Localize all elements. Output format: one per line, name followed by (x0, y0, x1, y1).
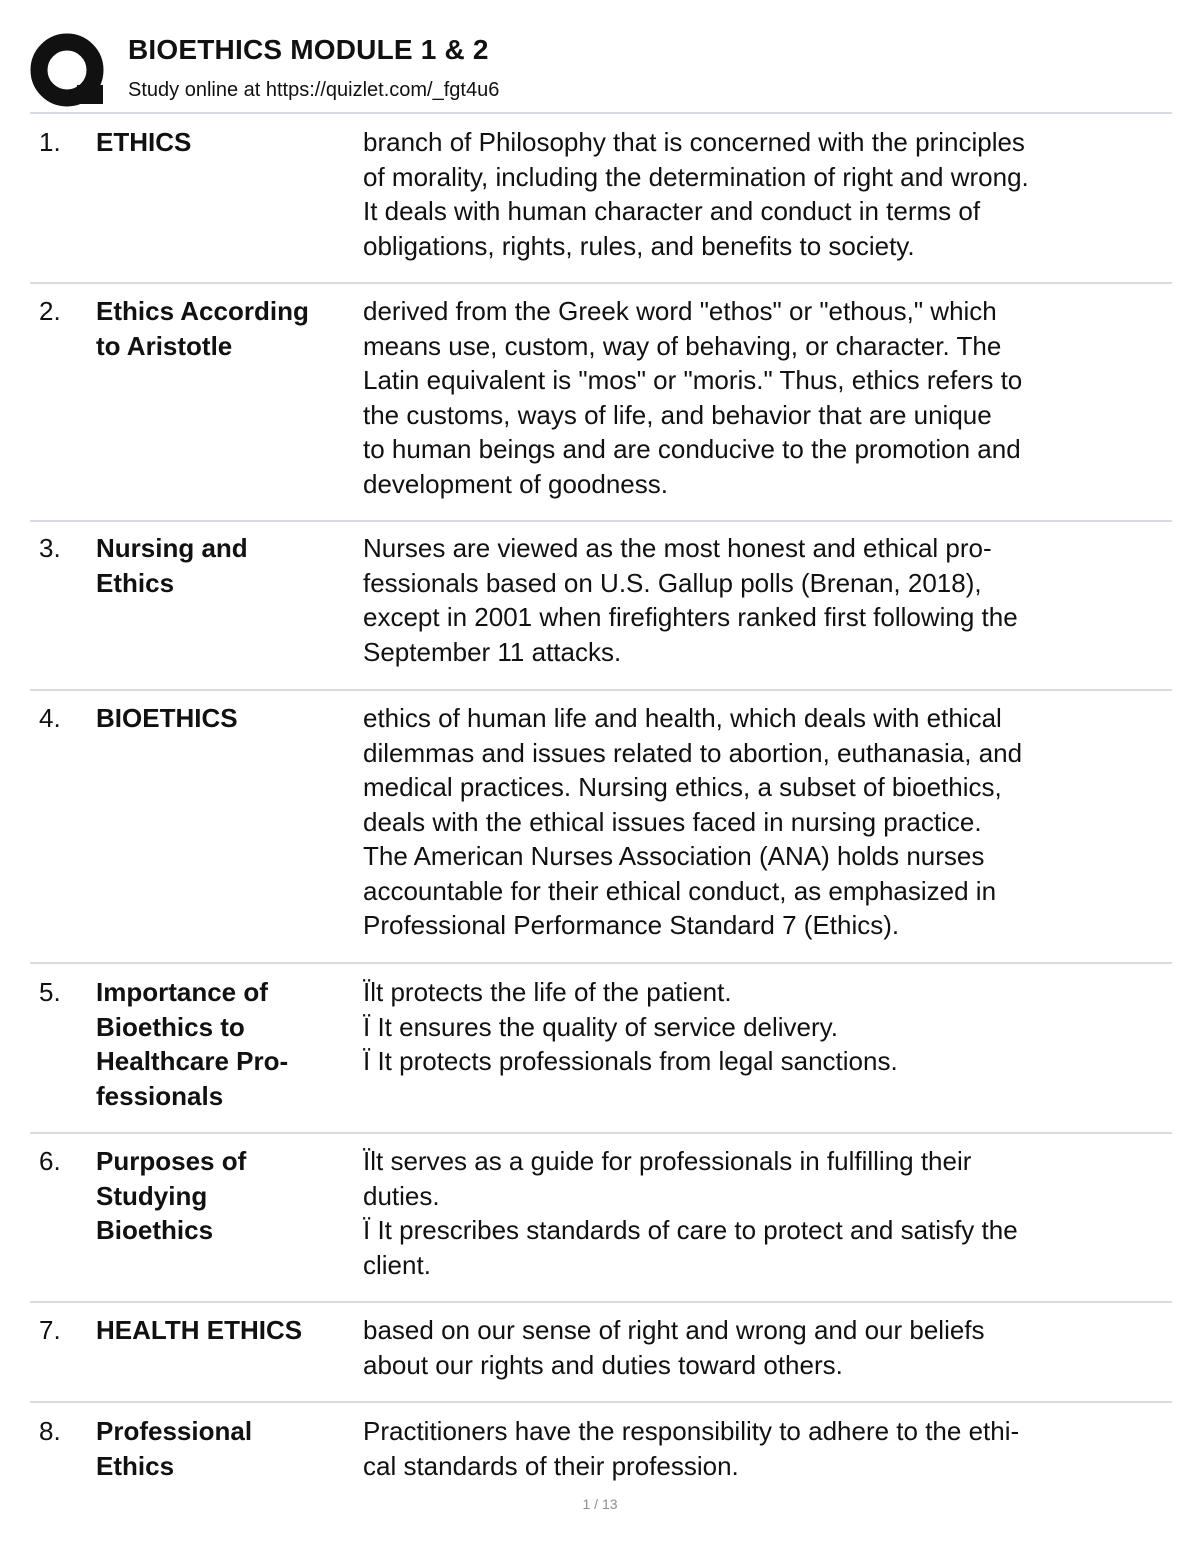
card-term: ETHICS (96, 127, 192, 157)
divider (30, 112, 1172, 114)
divider (30, 282, 1172, 284)
page-number: 1 / 13 (582, 1496, 618, 1512)
card-term: Ethics According to Aristotle (96, 296, 309, 361)
divider (30, 962, 1172, 964)
divider (30, 1401, 1172, 1403)
divider (30, 1301, 1172, 1303)
card-definition: derived from the Greek word "ethos" or "ethous," which means use, custom, way of behaving, or character. The Latin equivalent is "mos" or "moris." Thus, ethics refers to the customs, ways of life, and behavior that are unique to human beings and are conducive to the promotion and development of goodness. (363, 296, 1023, 499)
card-definition: Practitioners have the responsibility to adhere to the ethi- cal standards of their profession. (363, 1416, 1020, 1481)
divider (30, 689, 1172, 691)
divider (30, 1132, 1172, 1134)
card-number: 8. (39, 1416, 61, 1446)
card-number: 1. (39, 127, 61, 157)
divider (30, 520, 1172, 522)
card-definition: branch of Philosophy that is concerned with the principles of morality, including the determination of right and wrong. It deals with human character and conduct in terms of obligations, rights, rules, and benefits to society. (363, 127, 1029, 261)
card-number: 6. (39, 1146, 61, 1176)
quizlet-logo-icon (30, 32, 108, 110)
card-number: 4. (39, 703, 61, 733)
card-term: Purposes of Studying Bioethics (96, 1146, 247, 1245)
card-term: HEALTH ETHICS (96, 1315, 303, 1345)
card-number: 3. (39, 533, 61, 563)
card-number: 5. (39, 977, 61, 1007)
card-number: 7. (39, 1315, 61, 1345)
card-definition: ethics of human life and health, which deals with ethical dilemmas and issues related to abortion, euthanasia, and medical practices. Nursing ethics, a subset of bioethics, deals with the ethical issues faced in nursing practice. The American Nurses Association (ANA) holds nurses accountable for their ethical conduct, as emphasized in Professional Performance Standard 7 (Ethics). (363, 703, 1023, 940)
card-definition: Nurses are viewed as the most honest and ethical pro- fessionals based on U.S. Gallup polls (Brenan, 2018), except in 2001 when firefighters ranked first following the September 11 attacks. (363, 533, 1018, 667)
card-definition: Ïlt protects the life of the patient. Ï It ensures the quality of service delivery. Ï It protects professionals from legal sanctions. (363, 977, 898, 1076)
card-term: Importance of Bioethics to Healthcare Pro- fessionals (96, 977, 289, 1111)
document-header (30, 28, 1172, 112)
document-title: BIOETHICS MODULE 1 & 2 (128, 34, 489, 65)
card-number: 2. (39, 296, 61, 326)
card-term: Professional Ethics (96, 1416, 253, 1481)
card-definition: Ïlt serves as a guide for professionals in fulfilling their duties. Ï It prescribes standards of care to protect and satisfy the client. (363, 1146, 1018, 1280)
card-term: BIOETHICS (96, 703, 238, 733)
card-definition: based on our sense of right and wrong and our beliefs about our rights and duties toward others. (363, 1315, 985, 1380)
study-link[interactable]: Study online at https://quizlet.com/_fgt4u6 (128, 79, 500, 101)
card-term: Nursing and Ethics (96, 533, 248, 598)
